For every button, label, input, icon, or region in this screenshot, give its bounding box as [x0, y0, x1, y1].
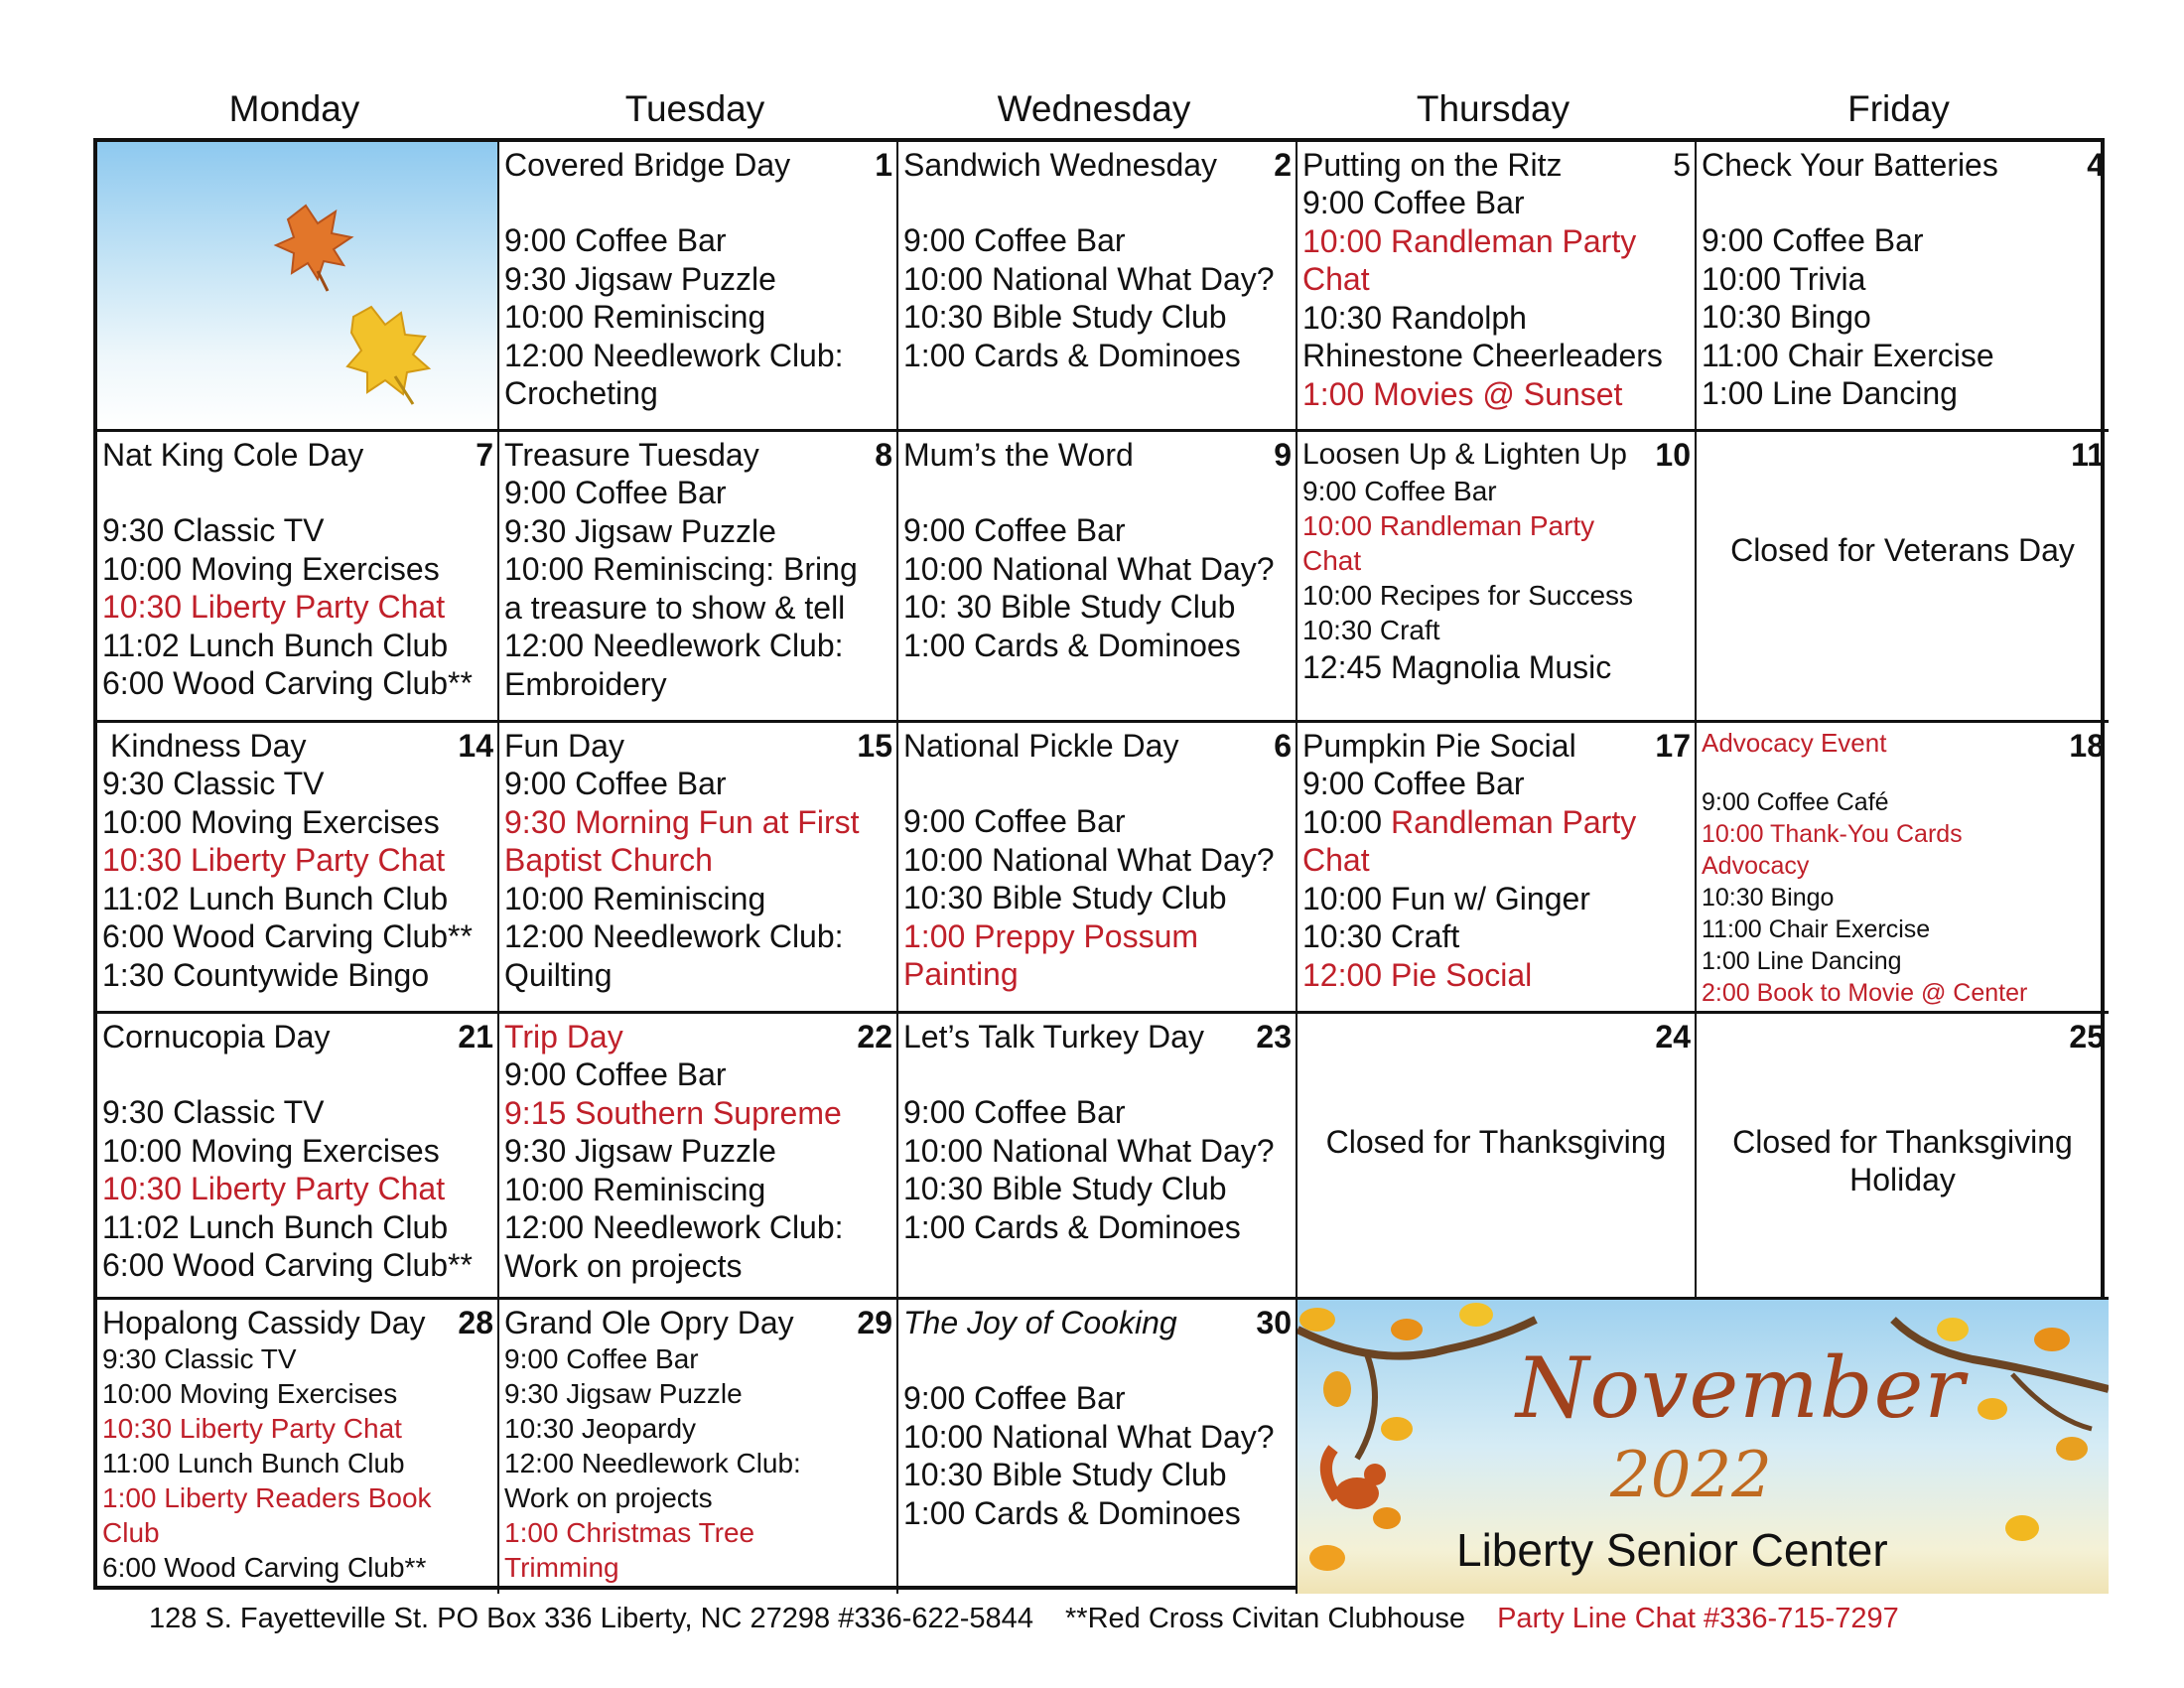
day-cell-16: [898, 723, 1297, 1014]
activity: 10:30 Randolph: [1302, 299, 1527, 336]
activity: Club: [102, 1517, 160, 1548]
activity: 11:00 Chair Exercise: [1702, 337, 1994, 373]
activity: 9:30 Jigsaw Puzzle: [504, 1378, 743, 1409]
footer-note: **Red Cross Civitan Clubhouse: [1065, 1603, 1465, 1634]
activity: 10:00 Moving Exercises: [102, 550, 440, 587]
day-cell-17: [1297, 723, 1697, 1014]
activity: 9:00 Coffee Bar: [1302, 185, 1525, 220]
activity: 10:30 Liberty Party Chat: [102, 1171, 446, 1206]
activity-list: [903, 802, 1292, 994]
activity: 10:00 National What Day?: [903, 1132, 1275, 1169]
activity: 9:30 Jigsaw Puzzle: [504, 260, 776, 297]
day-number: 6: [1274, 728, 1292, 764]
activity-list: [504, 1055, 892, 1285]
activity: 1:00 Line Dancing: [1702, 375, 1958, 411]
activity: 9:00 Coffee Bar: [504, 222, 727, 258]
activity: 12:00 Pie Social: [1302, 956, 1533, 993]
closed-notice-line: Holiday: [1849, 1162, 1956, 1197]
day-number: 7: [476, 437, 493, 473]
day-number: 24: [1655, 1019, 1691, 1055]
activity: 12:00 Needlework Club:: [504, 337, 844, 373]
activity-list: [504, 765, 892, 994]
activity: 9:00 Coffee Bar: [504, 475, 727, 510]
activity: 10:00 Thank-You Cards: [1702, 820, 1963, 848]
day-number: 17: [1655, 728, 1691, 764]
day-theme: Treasure Tuesday: [504, 437, 759, 473]
activity: 6:00 Wood Carving Club**: [102, 665, 473, 701]
activity: 10:30 Bingo: [1702, 299, 1871, 335]
day-theme: Fun Day: [504, 728, 624, 764]
day-theme: Kindness Day: [110, 728, 307, 764]
activity: 1:00 Preppy Possum: [903, 917, 1199, 954]
activity-list: [1302, 765, 1691, 994]
day-number: 29: [857, 1305, 892, 1340]
activity: 11:02 Lunch Bunch Club: [102, 880, 449, 916]
activity: 9:30 Classic TV: [102, 1094, 325, 1130]
activity: Advocacy: [1702, 852, 1810, 880]
day-number: 4: [2087, 147, 2105, 183]
activity: 9:00 Coffee Bar: [504, 766, 727, 801]
day-theme: Check Your Batteries: [1702, 147, 1998, 183]
day-cell-18: [1697, 723, 2109, 1014]
activity: 9:30 Classic TV: [102, 512, 325, 548]
activity: 10:00 Fun w/ Ginger: [1302, 880, 1590, 916]
closed-notice-line: Closed for Thanksgiving: [1732, 1124, 2073, 1160]
day-cell-15: [499, 723, 898, 1014]
activity: 9:15 Southern Supreme: [504, 1094, 842, 1131]
day-cell-3: [1297, 142, 1697, 432]
activity: 1:00 Cards & Dominoes: [903, 627, 1241, 663]
day-number: 25: [2069, 1019, 2105, 1055]
activity: Chat: [1302, 545, 1362, 576]
day-theme: Pumpkin Pie Social: [1302, 728, 1576, 764]
activity: [1302, 803, 1691, 842]
activity: 10:30 Craft: [1302, 918, 1460, 954]
activity: 9:30 Jigsaw Puzzle: [504, 1133, 776, 1169]
activity: 10:00 National What Day?: [903, 841, 1275, 878]
day-theme: Hopalong Cassidy Day: [102, 1305, 426, 1340]
activity: 11:02 Lunch Bunch Club: [102, 627, 449, 663]
calendar-grid: [93, 138, 2105, 1590]
day-number: 1: [875, 147, 892, 183]
activity: Trimming: [504, 1552, 619, 1583]
closed-notice: [1697, 1123, 2109, 1198]
autumn-leaves-art: [97, 142, 499, 432]
day-theme: Advocacy Event: [1702, 728, 1887, 758]
activity: 10:00 National What Day?: [903, 1418, 1275, 1455]
activity: 6:00 Wood Carving Club**: [102, 918, 473, 954]
activity: 1:00 Cards & Dominoes: [903, 1494, 1241, 1531]
day-cell-2: [898, 142, 1297, 432]
activity: 1:30 Countywide Bingo: [102, 956, 430, 993]
day-cell-30: [898, 1300, 1297, 1594]
day-number: 23: [1256, 1019, 1292, 1055]
day-number: 11: [2071, 437, 2105, 473]
day-theme: Let’s Talk Turkey Day: [903, 1019, 1204, 1055]
day-number: 10: [1655, 437, 1691, 473]
activity: 10:30 Craft: [1302, 615, 1440, 645]
weekday-headers: [93, 81, 2105, 137]
activity: 9:00 Coffee Bar: [903, 512, 1126, 548]
activity: 10:00 Reminiscing: [504, 880, 766, 916]
activity-list: [504, 221, 892, 413]
activity: Chat: [1302, 261, 1370, 297]
day-number: 30: [1256, 1305, 1292, 1340]
activity: 6:00 Wood Carving Club**: [102, 1247, 473, 1283]
footer-address: 128 S. Fayetteville St. PO Box 336 Liberty, NC 27298 #336-622-5844: [149, 1603, 1033, 1634]
day-cell-7: [97, 432, 499, 723]
activity: Chat: [1302, 842, 1370, 878]
day-theme: Sandwich Wednesday: [903, 147, 1218, 183]
activity: 9:30 Jigsaw Puzzle: [504, 512, 776, 549]
activity: 12:00 Needlework Club:: [504, 628, 844, 663]
activity: 12:00 Needlework Club:: [504, 1209, 844, 1245]
activity: Crocheting: [504, 375, 658, 411]
activity: 2:00 Book to Movie @ Center: [1702, 979, 2028, 1007]
activity: 10:00 Recipes for Success: [1302, 580, 1634, 611]
activity: 12:00 Needlework Club:: [504, 1448, 801, 1478]
activity: 9:00 Coffee Bar: [903, 222, 1126, 258]
weekday-thursday: Thursday: [1416, 88, 1570, 129]
activity-list: [903, 1093, 1292, 1246]
activity: 1:00 Line Dancing: [1702, 947, 1902, 975]
day-theme: Loosen Up & Lighten Up: [1302, 438, 1627, 471]
day-theme: Covered Bridge Day: [504, 147, 791, 183]
activity: 12:45 Magnolia Music: [1302, 649, 1612, 685]
activity-list: [102, 1093, 493, 1285]
activity: 9:00 Coffee Café: [1702, 788, 1889, 816]
activity: Embroidery: [504, 665, 667, 702]
activity-list: [102, 765, 493, 994]
activity: Work on projects: [504, 1482, 713, 1513]
activity-list: [1702, 221, 2105, 413]
day-cell-28: [97, 1300, 499, 1594]
activity-list: [504, 1341, 892, 1585]
activity: 6:00 Wood Carving Club**: [102, 1552, 427, 1583]
weekday-wednesday: Wednesday: [997, 88, 1191, 129]
day-number: 5: [1673, 147, 1691, 183]
activity: 10:00 National What Day?: [903, 260, 1275, 297]
day-number: 8: [875, 437, 892, 473]
activity-list: [1302, 474, 1691, 687]
day-number: 14: [458, 728, 493, 764]
activity-list: [102, 511, 493, 703]
activity: 9:30 Classic TV: [102, 766, 325, 801]
activity: 9:30 Classic TV: [102, 1343, 297, 1374]
activity: 10:30 Bingo: [1702, 884, 1835, 912]
day-number: 22: [857, 1019, 892, 1055]
activity-list: [102, 1341, 493, 1585]
day-number: 21: [458, 1019, 493, 1055]
activity: 10:30 Bible Study Club: [903, 1171, 1227, 1206]
day-cell-11: [1697, 432, 2109, 723]
activity: 10:30 Liberty Party Chat: [102, 589, 446, 625]
activity: 11:00 Lunch Bunch Club: [102, 1448, 405, 1478]
activity: 9:00 Coffee Bar: [1302, 766, 1525, 801]
activity: 10: 30 Bible Study Club: [903, 589, 1236, 625]
activity: 10:00 Moving Exercises: [102, 803, 440, 840]
activity: 9:00 Coffee Bar: [903, 803, 1126, 839]
activity: 1:00 Christmas Tree: [504, 1517, 755, 1548]
activity-list: [1702, 786, 2105, 1009]
activity-list: [903, 1379, 1292, 1532]
day-theme: Grand Ole Opry Day: [504, 1305, 794, 1340]
activity: 10:00 Randleman Party: [1302, 510, 1595, 541]
activity: 9:00 Coffee Bar: [504, 1343, 699, 1374]
activity-name: Randleman Party: [1390, 803, 1637, 840]
day-theme: Nat King Cole Day: [102, 437, 364, 473]
day-theme: Putting on the Ritz: [1302, 147, 1563, 183]
activity: 10:30 Liberty Party Chat: [102, 1413, 402, 1444]
activity: 10:30 Jeopardy: [504, 1413, 697, 1444]
activity: 10:00 Reminiscing: Bring: [504, 551, 858, 587]
day-number: 18: [2069, 728, 2105, 764]
activity: 10:00 Moving Exercises: [102, 1132, 440, 1169]
activity-list: [903, 511, 1292, 664]
activity: Work on projects: [504, 1247, 743, 1284]
banner-year: 2022: [1610, 1439, 1772, 1512]
activity: 9:00 Coffee Bar: [1702, 222, 1924, 258]
activity: 1:00 Cards & Dominoes: [903, 337, 1241, 373]
activity: 10:30 Bible Study Club: [903, 299, 1227, 335]
footer: [149, 1599, 2124, 1638]
activity: 10:00 National What Day?: [903, 550, 1275, 587]
activity-list: [504, 474, 892, 703]
day-cell-25: [1697, 1014, 2109, 1300]
activity: 10:00 Randleman Party: [1302, 222, 1637, 259]
activity: Painting: [903, 956, 1019, 992]
activity: 9:00 Coffee Bar: [903, 1094, 1126, 1130]
day-theme: The Joy of Cooking: [903, 1305, 1177, 1340]
day-cell-10: [1297, 432, 1697, 723]
day-cell-9: [898, 432, 1297, 723]
day-cell-29: [499, 1300, 898, 1594]
weekday-monday: Monday: [228, 88, 360, 129]
banner-month: November: [1516, 1339, 1966, 1437]
activity: 11:00 Chair Exercise: [1702, 915, 1931, 943]
day-cell-21: [97, 1014, 499, 1300]
footer-party-line: Party Line Chat #336-715-7297: [1497, 1603, 1899, 1634]
activity: 1:00 Movies @ Sunset: [1302, 375, 1623, 412]
day-theme: National Pickle Day: [903, 728, 1179, 764]
activity: 10:00 Trivia: [1702, 260, 1866, 297]
activity: 10:30 Bible Study Club: [903, 1457, 1227, 1492]
activity-time: 10:00: [1302, 803, 1391, 840]
activity: 1:00 Liberty Readers Book: [102, 1482, 432, 1513]
weekday-friday: Friday: [1847, 88, 1950, 129]
day-cell-24: [1297, 1014, 1697, 1300]
november-banner: [1297, 1300, 2109, 1594]
day-theme: Trip Day: [504, 1019, 623, 1055]
activity: 1:00 Cards & Dominoes: [903, 1208, 1241, 1245]
day-cell-1: [499, 142, 898, 432]
activity: 10:30 Liberty Party Chat: [102, 842, 446, 878]
activity: 10:00 Reminiscing: [504, 1171, 766, 1207]
activity: 10:00 Moving Exercises: [102, 1378, 398, 1409]
activity: 11:02 Lunch Bunch Club: [102, 1208, 449, 1245]
activity: Rhinestone Cheerleaders: [1302, 338, 1663, 373]
day-cell-23: [898, 1014, 1297, 1300]
day-cell-14: [97, 723, 499, 1014]
activity: 9:00 Coffee Bar: [903, 1380, 1126, 1416]
activity: Quilting: [504, 956, 613, 993]
weekday-tuesday: Tuesday: [624, 88, 765, 129]
day-number: 9: [1274, 437, 1292, 473]
closed-notice: Closed for Veterans Day: [1730, 532, 2075, 568]
activity: Baptist Church: [504, 842, 713, 878]
day-theme: Mum’s the Word: [903, 437, 1134, 473]
activity-list: [903, 221, 1292, 374]
day-cell-8: [499, 432, 898, 723]
activity: 9:00 Coffee Bar: [504, 1056, 727, 1092]
falling-leaves-icon: [97, 142, 497, 429]
activity: 9:30 Morning Fun at First: [504, 803, 860, 840]
day-number: 28: [458, 1305, 493, 1340]
day-number: 15: [857, 728, 892, 764]
activity: a treasure to show & tell: [504, 589, 846, 626]
activity: 12:00 Needlework Club:: [504, 918, 844, 954]
day-theme: Cornucopia Day: [102, 1019, 331, 1055]
closed-notice: Closed for Thanksgiving: [1325, 1124, 1667, 1160]
center-name: Liberty Senior Center: [1456, 1524, 1888, 1576]
activity: 9:00 Coffee Bar: [1302, 476, 1497, 506]
activity: 10:30 Bible Study Club: [903, 880, 1227, 915]
day-number: 2: [1274, 147, 1292, 183]
activity: 10:00 Reminiscing: [504, 299, 766, 335]
activity-list: [1302, 184, 1691, 413]
day-cell-4: [1697, 142, 2109, 432]
day-cell-22: [499, 1014, 898, 1300]
